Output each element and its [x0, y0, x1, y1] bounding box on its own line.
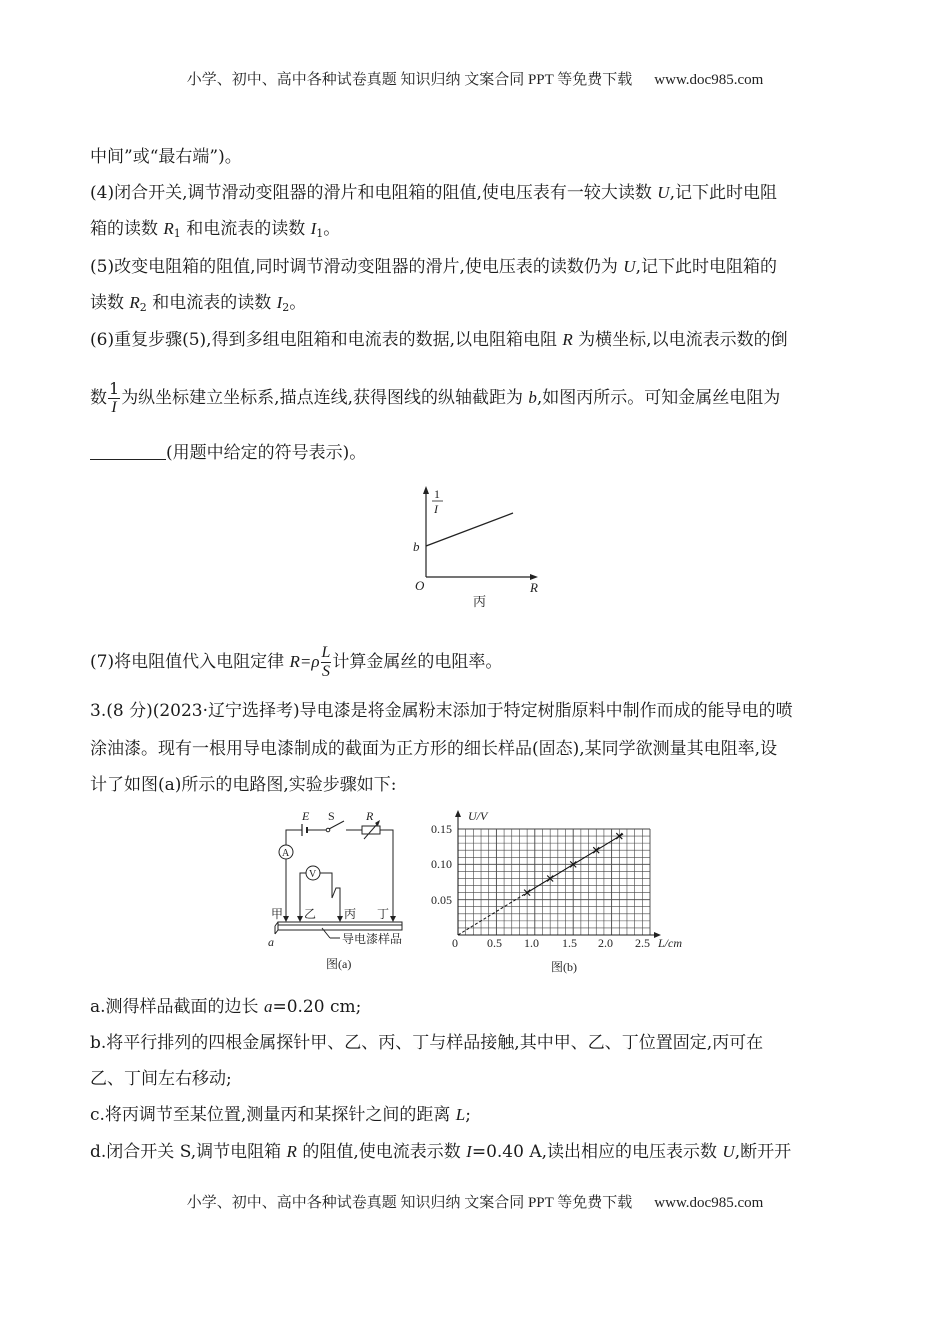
step-b-line-1 — [90, 1032, 763, 1054]
question-3-line-1 — [90, 700, 793, 722]
step-7 — [90, 644, 502, 681]
sample-bar — [278, 922, 402, 930]
step-b-line-2 — [90, 1068, 232, 1090]
probe-arrow-icon — [390, 916, 396, 922]
y-axis-arrow-icon — [423, 486, 429, 494]
text: a.测得样品截面的边长 — [90, 997, 264, 1017]
formula: R=ρ — [289, 652, 320, 671]
step-4-line-2 — [90, 218, 340, 245]
y-axis-label — [468, 809, 489, 823]
x-axis-label-text: L/cm — [658, 936, 682, 950]
x-label: R — [530, 580, 538, 595]
text: 涂油漆。现有一根用导电漆制成的截面为正方形的细长样品(固态),某同学欲测量其电阻率,设 — [90, 739, 778, 759]
y-label-denominator: I — [434, 502, 438, 516]
text: b.将平行排列的四根金属探针甲、乙、丙、丁与样品接触,其中甲、乙、丁位置固定,丙可在 — [90, 1033, 764, 1053]
y-tick-label: 0.10 — [431, 857, 452, 871]
data-line — [426, 513, 513, 546]
sample-label: 导电漆样品 — [342, 932, 403, 946]
text: 和电流表的读数 — [146, 293, 277, 313]
side-length-label: a — [268, 935, 274, 949]
y-tick-label: 0.05 — [431, 893, 452, 907]
page-footer — [0, 1191, 950, 1212]
paragraph-continuation — [90, 146, 242, 168]
fraction-L-over-S — [321, 644, 332, 681]
figure-bing-graph — [400, 480, 560, 612]
text: 为横坐标,以电流表示数的倒 — [572, 330, 788, 350]
y-axis-label-text: U/V — [468, 809, 488, 823]
text: 计了如图(a)所示的电路图,实验步骤如下: — [90, 775, 397, 795]
probe-arrow-icon — [283, 916, 289, 922]
var-I: I — [276, 293, 283, 312]
text: ,记下此时电阻箱的 — [635, 257, 777, 277]
text: ,如图丙所示。可知金属丝电阻为 — [536, 388, 781, 408]
var-R: R — [163, 219, 174, 238]
figure-caption: 图(b) — [551, 960, 577, 974]
y-axis-arrow-icon — [455, 810, 461, 817]
origin-label: 0 — [452, 936, 458, 950]
var-b: b — [528, 388, 537, 407]
var-U: U — [722, 1142, 735, 1161]
text: (4)闭合开关,调节滑动变阻器的滑片和电阻箱的阻值,使电压表有一较大读数 — [90, 183, 658, 203]
figure-caption: 图(a) — [326, 957, 352, 971]
denominator: S — [321, 663, 330, 680]
text: (7)将电阻值代入电阻定律 — [90, 652, 290, 672]
probe-arrow-icon — [337, 916, 343, 922]
var-a: a — [263, 997, 273, 1016]
probe-label-ding: 丁 — [377, 907, 390, 921]
probe-arrow-icon — [297, 916, 303, 922]
rheostat-label: R — [366, 809, 374, 823]
origin-label: O — [415, 578, 425, 593]
text: 为纵坐标建立坐标系,描点连线,获得图线的纵轴截距为 — [121, 388, 529, 408]
text: =0.20 cm; — [272, 997, 362, 1017]
header-text: 小学、初中、高中各种试卷真题 知识归纳 文案合同 PPT 等免费下载 — [186, 72, 633, 88]
fraction-1-over-I — [108, 380, 120, 417]
text: (5)改变电阻箱的阻值,同时调节滑动变阻器的滑片,使电压表的读数仍为 — [90, 257, 624, 277]
text: (6)重复步骤(5),得到多组电阻箱和电流表的数据,以电阻箱电阻 — [90, 330, 563, 350]
subscript: 1 — [173, 227, 181, 240]
header-url[interactable]: www.doc985.com — [654, 72, 764, 88]
step-c — [90, 1104, 471, 1126]
text: d.闭合开关 S,调节电阻箱 — [90, 1142, 287, 1162]
denominator: I — [111, 399, 117, 416]
y-label-numerator: 1 — [434, 487, 440, 501]
var-I: I — [466, 1142, 472, 1161]
x-tick-label: 1.5 — [562, 936, 577, 950]
y-tick-label: 0.15 — [431, 822, 452, 836]
subscript: 1 — [316, 227, 324, 240]
numerator: 1 — [109, 379, 120, 398]
question-3-line-3 — [90, 774, 397, 796]
text: (用题中给定的符号表示)。 — [166, 443, 367, 463]
step-a — [90, 996, 361, 1018]
footer-url[interactable]: www.doc985.com — [654, 1195, 764, 1211]
text: 3.(8 分)(2023·辽宁选择考)导电漆是将金属粉末添加于特定树脂原料中制作而成的能导电的喷 — [90, 701, 793, 721]
page-header — [0, 68, 950, 89]
rheostat-body — [362, 826, 380, 834]
voltmeter-label: V — [309, 869, 317, 880]
x-axis-label — [657, 936, 682, 950]
wire — [320, 873, 340, 920]
subscript: 2 — [282, 301, 290, 314]
text: 。 — [289, 293, 307, 313]
step-4-line-1 — [90, 182, 777, 204]
var-I: I — [310, 219, 317, 238]
text: 中间”或“最右端”)。 — [90, 147, 242, 167]
figure-a-circuit — [262, 808, 422, 978]
footer-text: 小学、初中、高中各种试卷真题 知识归纳 文案合同 PPT 等免费下载 — [186, 1195, 633, 1211]
x-tick-label: 2.5 — [635, 936, 650, 950]
battery-label: E — [302, 809, 310, 823]
text: 和电流表的读数 — [180, 219, 311, 239]
figure-b-chart — [425, 808, 695, 978]
text: 箱的读数 — [90, 219, 164, 239]
step-5-line-2 — [90, 292, 306, 319]
text: 的阻值,使电流表示数 — [296, 1142, 467, 1162]
x-tick-label: 1.0 — [524, 936, 539, 950]
var-U: U — [657, 183, 670, 202]
intercept-label: b — [413, 539, 420, 554]
step-6-line-3 — [90, 442, 366, 464]
numerator: L — [321, 644, 331, 661]
step-d — [90, 1141, 791, 1163]
var-U: U — [623, 257, 636, 276]
fit-line-solid — [527, 834, 623, 893]
text: 乙、丁间左右移动; — [90, 1069, 232, 1089]
probe-label-bing: 丙 — [344, 907, 357, 921]
text: ,记下此时电阻 — [669, 183, 777, 203]
x-tick-label: 0.5 — [487, 936, 502, 950]
probe-label-yi: 乙 — [304, 907, 317, 921]
var-R: R — [129, 293, 140, 312]
text: ; — [465, 1105, 471, 1125]
step-6-line-2 — [90, 380, 780, 417]
text: 读数 — [90, 293, 130, 313]
step-6-line-1 — [90, 329, 788, 351]
figure-caption: 丙 — [473, 594, 487, 609]
subscript: 2 — [139, 301, 147, 314]
fit-line — [458, 834, 623, 935]
answer-blank[interactable] — [90, 443, 166, 460]
text: 计算金属丝的电阻率。 — [332, 652, 503, 672]
probe-label-jia: 甲 — [271, 907, 284, 921]
text: 。 — [323, 219, 341, 239]
var-R: R — [562, 330, 573, 349]
text: =0.40 A,读出相应的电压表示数 — [471, 1142, 723, 1162]
question-3-line-2 — [90, 738, 777, 760]
text: c.将丙调节至某位置,测量丙和某探针之间的距离 — [90, 1105, 456, 1125]
switch-label: S — [328, 809, 335, 823]
step-5-line-1 — [90, 256, 777, 278]
chart-grid — [458, 829, 650, 935]
text: ,断开开 — [734, 1142, 792, 1162]
var-L: L — [455, 1105, 466, 1124]
ammeter-label: A — [282, 848, 290, 859]
text: 数 — [90, 388, 107, 408]
x-tick-label: 2.0 — [598, 936, 613, 950]
var-R: R — [286, 1142, 297, 1161]
